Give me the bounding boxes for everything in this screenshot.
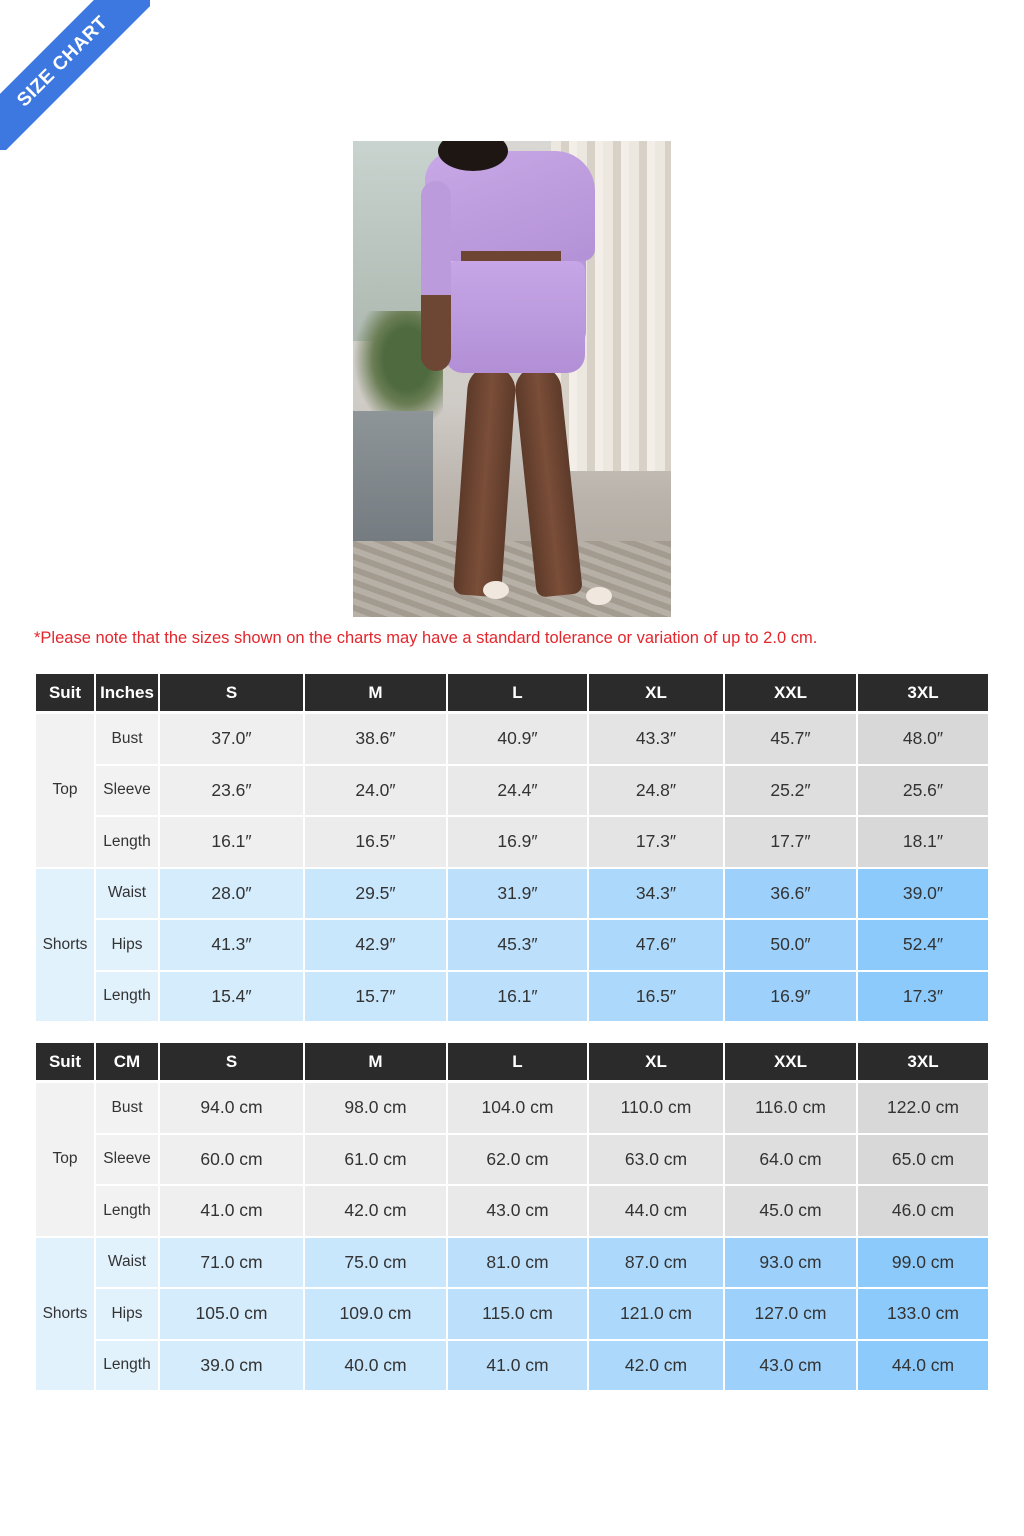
table-cell: 65.0 cm xyxy=(858,1135,988,1187)
table-cell: 94.0 cm xyxy=(160,1083,303,1135)
header-size: XL xyxy=(589,1043,723,1083)
product-photo xyxy=(353,141,671,617)
table-row xyxy=(36,1083,988,1135)
header-size: 3XL xyxy=(858,674,988,714)
table-cell: 34.3″ xyxy=(589,869,723,921)
table-cell: 15.4″ xyxy=(160,972,303,1024)
table-cell: 61.0 cm xyxy=(305,1135,446,1187)
table-cell: 41.0 cm xyxy=(448,1341,587,1393)
table-cell: 52.4″ xyxy=(858,920,988,972)
table-cell: 24.4″ xyxy=(448,766,587,818)
table-cell: 45.7″ xyxy=(725,714,856,766)
table-cell: 28.0″ xyxy=(160,869,303,921)
table-cell: 41.0 cm xyxy=(160,1186,303,1238)
measure-label: Waist xyxy=(96,1238,158,1290)
table-cell: 43.0 cm xyxy=(725,1341,856,1393)
photo-model-shorts xyxy=(445,261,585,373)
table-cell: 16.1″ xyxy=(160,817,303,869)
table-cell: 127.0 cm xyxy=(725,1289,856,1341)
group-label-top: Top xyxy=(36,1083,94,1238)
size-chart-ribbon-label: SIZE CHART xyxy=(0,0,150,150)
table-cell: 42.0 cm xyxy=(305,1186,446,1238)
group-label-top: Top xyxy=(36,714,94,869)
table-cell: 45.3″ xyxy=(448,920,587,972)
measure-label: Hips xyxy=(96,1289,158,1341)
photo-model-arm-left xyxy=(421,181,451,371)
table-cell: 115.0 cm xyxy=(448,1289,587,1341)
tolerance-note: *Please note that the sizes shown on the charts may have a standard tolerance or variation of up to 2.0 cm. xyxy=(34,629,818,647)
table-cell: 39.0 cm xyxy=(160,1341,303,1393)
photo-model-shoe-right xyxy=(586,587,612,605)
table-cell: 16.9″ xyxy=(725,972,856,1024)
table-cell: 31.9″ xyxy=(448,869,587,921)
table-row xyxy=(36,1135,988,1187)
table-cell: 64.0 cm xyxy=(725,1135,856,1187)
size-table-inches xyxy=(34,674,990,1023)
table-cell: 38.6″ xyxy=(305,714,446,766)
table-cell: 17.3″ xyxy=(589,817,723,869)
table-cell: 43.0 cm xyxy=(448,1186,587,1238)
table-cell: 43.3″ xyxy=(589,714,723,766)
header-size: S xyxy=(160,1043,303,1083)
photo-rug xyxy=(353,541,671,617)
table-cell: 46.0 cm xyxy=(858,1186,988,1238)
table-cell: 109.0 cm xyxy=(305,1289,446,1341)
group-label-shorts: Shorts xyxy=(36,1238,94,1393)
table-cell: 62.0 cm xyxy=(448,1135,587,1187)
table-cell: 81.0 cm xyxy=(448,1238,587,1290)
table-cell: 17.7″ xyxy=(725,817,856,869)
table-cell: 17.3″ xyxy=(858,972,988,1024)
table-cell: 39.0″ xyxy=(858,869,988,921)
header-size: M xyxy=(305,1043,446,1083)
table-cell: 87.0 cm xyxy=(589,1238,723,1290)
table-cell: 25.6″ xyxy=(858,766,988,818)
table-row xyxy=(36,869,988,921)
table-cell: 25.2″ xyxy=(725,766,856,818)
table-header-row xyxy=(36,674,988,714)
table-cell: 40.0 cm xyxy=(305,1341,446,1393)
measure-label: Length xyxy=(96,972,158,1024)
table-row xyxy=(36,714,988,766)
table-cell: 40.9″ xyxy=(448,714,587,766)
header-suit: Suit xyxy=(36,1043,94,1083)
table-cell: 16.5″ xyxy=(589,972,723,1024)
header-suit: Suit xyxy=(36,674,94,714)
table-cell: 15.7″ xyxy=(305,972,446,1024)
size-chart-ribbon xyxy=(0,0,150,150)
table-row xyxy=(36,972,988,1024)
group-label-shorts: Shorts xyxy=(36,869,94,1024)
table-cell: 36.6″ xyxy=(725,869,856,921)
table-cell: 47.6″ xyxy=(589,920,723,972)
table-row xyxy=(36,920,988,972)
header-size: XXL xyxy=(725,1043,856,1083)
table-cell: 23.6″ xyxy=(160,766,303,818)
table-cell: 16.5″ xyxy=(305,817,446,869)
table-cell: 122.0 cm xyxy=(858,1083,988,1135)
table-cell: 75.0 cm xyxy=(305,1238,446,1290)
table-cell: 18.1″ xyxy=(858,817,988,869)
header-size: L xyxy=(448,1043,587,1083)
table-cell: 16.9″ xyxy=(448,817,587,869)
table-cell: 116.0 cm xyxy=(725,1083,856,1135)
size-table-cm xyxy=(34,1043,990,1392)
table-cell: 99.0 cm xyxy=(858,1238,988,1290)
table-cell: 71.0 cm xyxy=(160,1238,303,1290)
header-size: 3XL xyxy=(858,1043,988,1083)
table-cell: 44.0 cm xyxy=(589,1186,723,1238)
table-cell: 42.0 cm xyxy=(589,1341,723,1393)
table-cell: 24.0″ xyxy=(305,766,446,818)
measure-label: Length xyxy=(96,1341,158,1393)
measure-label: Bust xyxy=(96,714,158,766)
table-row xyxy=(36,1341,988,1393)
table-cell: 42.9″ xyxy=(305,920,446,972)
table-cell: 41.3″ xyxy=(160,920,303,972)
measure-label: Sleeve xyxy=(96,1135,158,1187)
header-unit: Inches xyxy=(96,674,158,714)
header-size: XL xyxy=(589,674,723,714)
table-cell: 105.0 cm xyxy=(160,1289,303,1341)
measure-label: Sleeve xyxy=(96,766,158,818)
photo-model-shoe-left xyxy=(483,581,509,599)
table-cell: 44.0 cm xyxy=(858,1341,988,1393)
table-cell: 50.0″ xyxy=(725,920,856,972)
table-cell: 93.0 cm xyxy=(725,1238,856,1290)
table-cell: 60.0 cm xyxy=(160,1135,303,1187)
table-cell: 29.5″ xyxy=(305,869,446,921)
table-row xyxy=(36,1186,988,1238)
table-row xyxy=(36,766,988,818)
table-header-row xyxy=(36,1043,988,1083)
table-cell: 16.1″ xyxy=(448,972,587,1024)
table-cell: 37.0″ xyxy=(160,714,303,766)
header-unit: CM xyxy=(96,1043,158,1083)
table-cell: 133.0 cm xyxy=(858,1289,988,1341)
header-size: XXL xyxy=(725,674,856,714)
header-size: S xyxy=(160,674,303,714)
table-cell: 121.0 cm xyxy=(589,1289,723,1341)
measure-label: Bust xyxy=(96,1083,158,1135)
table-row xyxy=(36,1289,988,1341)
table-row xyxy=(36,1238,988,1290)
table-cell: 98.0 cm xyxy=(305,1083,446,1135)
table-cell: 63.0 cm xyxy=(589,1135,723,1187)
table-cell: 104.0 cm xyxy=(448,1083,587,1135)
table-cell: 45.0 cm xyxy=(725,1186,856,1238)
table-cell: 110.0 cm xyxy=(589,1083,723,1135)
table-cell: 48.0″ xyxy=(858,714,988,766)
measure-label: Hips xyxy=(96,920,158,972)
table-row xyxy=(36,817,988,869)
measure-label: Waist xyxy=(96,869,158,921)
header-size: M xyxy=(305,674,446,714)
table-cell: 24.8″ xyxy=(589,766,723,818)
measure-label: Length xyxy=(96,817,158,869)
measure-label: Length xyxy=(96,1186,158,1238)
header-size: L xyxy=(448,674,587,714)
